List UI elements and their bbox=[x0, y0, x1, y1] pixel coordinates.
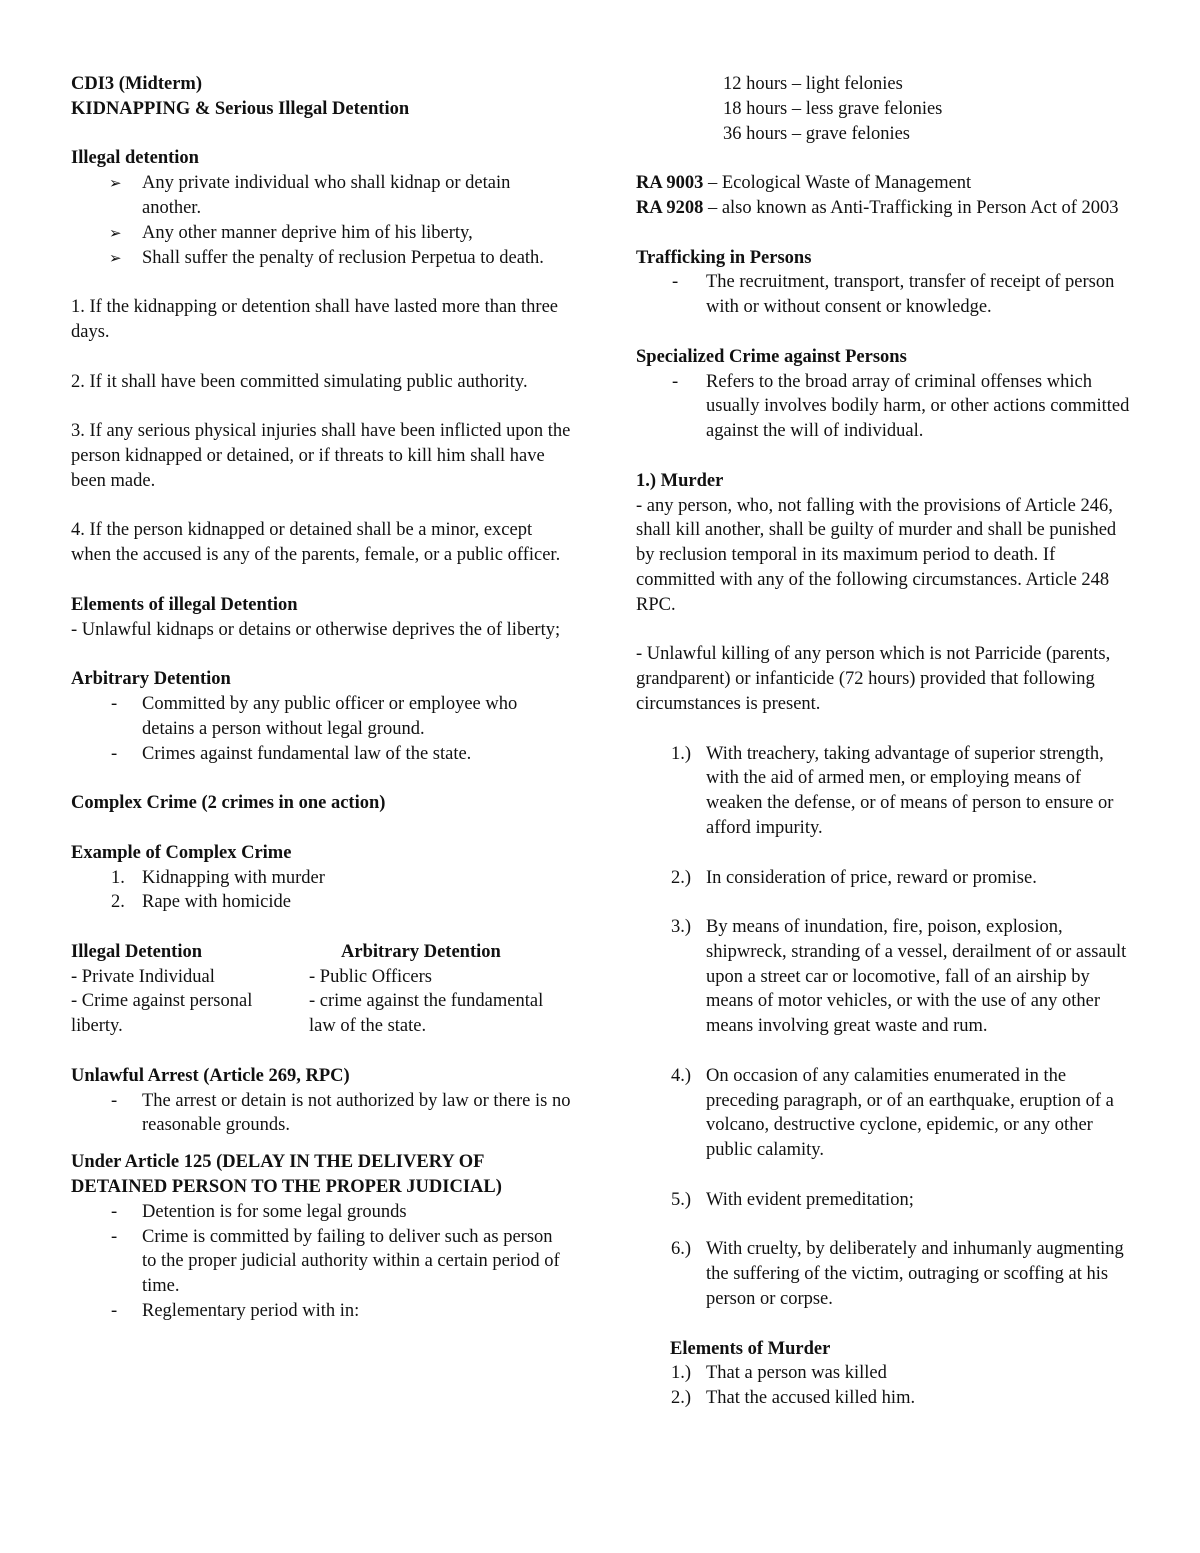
elements-illegal-text: - Unlawful kidnaps or detains or otherwise deprives the of liberty; bbox=[71, 619, 561, 640]
comparison-col-arbitrary: Arbitrary Detention - Public Officers - crime against the fundamental law of the state. bbox=[309, 941, 544, 1037]
list-item: 1. Kidnapping with murder bbox=[111, 867, 325, 888]
circumstance-item: 6.) With cruelty, by deliberately and inhumanly augmenting the suffering of the victim, outraging or scoffing at his person or corpse. bbox=[671, 1239, 1124, 1310]
element-item: 2.) That the accused killed him. bbox=[671, 1388, 916, 1409]
right-column bbox=[636, 72, 1136, 1411]
point-1: 1. If the kidnapping or detention shall have lasted more than three days. bbox=[71, 297, 559, 342]
circumstance-item: 3.) By means of inundation, fire, poison, explosion, shipwreck, stranding of a vessel, derailment of or assault upon a street car or locomotive, fall of an airship by means of motor vehicles, or with the use of any other means involving great waste and rum. bbox=[671, 917, 1127, 1037]
period-grave: 36 hours – grave felonies bbox=[723, 123, 911, 144]
specialized-heading: Specialized Crime against Persons bbox=[636, 346, 907, 367]
unlawful-arrest-heading: Unlawful Arrest (Article 269, RPC) bbox=[71, 1065, 350, 1086]
arbitrary-heading: Arbitrary Detention bbox=[71, 669, 231, 690]
element-item: 1.) That a person was killed bbox=[671, 1363, 887, 1384]
dash-item: - The arrest or detain is not authorized by law or there is no reasonable grounds. bbox=[111, 1090, 571, 1136]
arrow-bullet-icon: ➢ bbox=[109, 248, 122, 267]
dash-item: - Committed by any public officer or employee who detains a person without legal ground. bbox=[111, 693, 518, 739]
list-item: 2. Rape with homicide bbox=[111, 892, 291, 913]
ra9003-line: RA 9003 – Ecological Waste of Management bbox=[636, 173, 972, 194]
dash-item: - The recruitment, transport, transfer of receipt of person with or without consent or knowledge. bbox=[672, 272, 1115, 318]
trafficking-heading: Trafficking in Persons bbox=[636, 247, 812, 268]
circumstance-item: 2.) In consideration of price, reward or promise. bbox=[671, 867, 1037, 888]
comparison-table bbox=[71, 940, 571, 1039]
murder-definition: - any person, who, not falling with the provisions of Article 246, shall kill another, shall be guilty of murder and shall be punished by reclusion temporal in its maximum period to death. If committed with any of the following circumstances. Article 248 RPC. bbox=[636, 495, 1117, 615]
arrow-bullet-icon: ➢ bbox=[109, 223, 122, 242]
murder-unlawful-killing: - Unlawful killing of any person which is not Parricide (parents, grandparent) or infanticide (72 hours) provided that following circumstances is present. bbox=[636, 644, 1111, 714]
point-2: 2. If it shall have been committed simulating public authority. bbox=[71, 371, 528, 392]
elements-murder-heading: Elements of Murder bbox=[670, 1338, 831, 1359]
dash-item: - Crimes against fundamental law of the state. bbox=[111, 743, 472, 764]
circumstance-item: 4.) On occasion of any calamities enumerated in the preceding paragraph, or of an earthquake, eruption of a volcano, destructive cyclone, epidemic, or any other public calamity. bbox=[671, 1065, 1114, 1161]
article125-heading: Under Article 125 (DELAY IN THE DELIVERY OF DETAINED PERSON TO THE PROPER JUDICIAL) bbox=[71, 1152, 502, 1198]
comparison-col-illegal: Illegal Detention - Private Individual - Crime against personal liberty. bbox=[71, 941, 253, 1037]
doc-subtitle: KIDNAPPING & Serious Illegal Detention bbox=[71, 98, 410, 119]
dash-item: - Detention is for some legal grounds bbox=[111, 1201, 407, 1222]
murder-heading: 1.) Murder bbox=[636, 470, 724, 491]
circumstance-item: 1.) With treachery, taking advantage of superior strength, with the aid of armed men, or employing means of weaken the defense, or of means of person to ensure or afford impurity. bbox=[671, 743, 1114, 838]
bullet-item: ➢ Any private individual who shall kidnap or detain another. bbox=[109, 173, 511, 218]
dash-item: - Reglementary period with in: bbox=[111, 1301, 360, 1322]
complex-crime-heading: Complex Crime (2 crimes in one action) bbox=[71, 793, 386, 814]
bullet-item: ➢ Any other manner deprive him of his liberty, bbox=[71, 221, 571, 246]
elements-illegal-heading: Elements of illegal Detention bbox=[71, 594, 298, 615]
ra9208-line: RA 9208 – also known as Anti-Trafficking in Person Act of 2003 bbox=[636, 197, 1119, 218]
point-3: 3. If any serious physical injuries shall have been inflicted upon the person kidnapped or detained, or if threats to kill him shall have been made. bbox=[71, 421, 571, 491]
arrow-bullet-icon: ➢ bbox=[109, 174, 122, 193]
period-light: 12 hours – light felonies bbox=[723, 74, 903, 94]
doc-title: CDI3 (Midterm) bbox=[71, 74, 202, 94]
illegal-detention-heading: Illegal detention bbox=[71, 148, 199, 169]
bullet-item: ➢ Shall suffer the penalty of reclusion Perpetua to death. bbox=[71, 246, 571, 271]
point-4: 4. If the person kidnapped or detained shall be a minor, except when the accused is any of the parents, female, or a public officer. bbox=[71, 520, 561, 566]
dash-item: - Refers to the broad array of criminal offenses which usually involves bodily harm, or other actions committed against the will of individual. bbox=[672, 371, 1130, 442]
left-column bbox=[71, 72, 571, 1324]
circumstance-item: 5.) With evident premeditation; bbox=[671, 1189, 914, 1210]
example-heading: Example of Complex Crime bbox=[71, 842, 292, 863]
dash-item: - Crime is committed by failing to deliver such as person to the proper judicial authority within a certain period of time. bbox=[111, 1226, 560, 1297]
period-less-grave: 18 hours – less grave felonies bbox=[723, 98, 943, 119]
